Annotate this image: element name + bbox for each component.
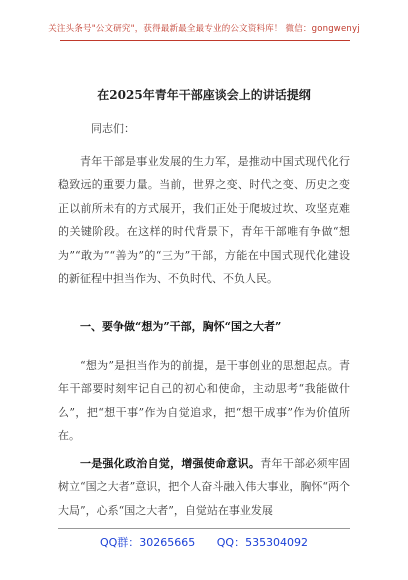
footer-qq-group: QQ群：30265665 <box>99 536 196 549</box>
paragraph-intro: 青年干部是事业发展的生力军，是推动中国式现代化行稳致远的重要力量。当前，世界之变、时代之变、历史之变正以前所未有的方式展开，我们正处于爬坡过坎、攻坚克难的关键阶段。在这样的时代背景下，青年干部唯有争做“想为”“敢为”“善为”的“三为”干部，方能在中国式现代化建设的新征程中担当作为、不负时代、不负人民。 <box>58 155 350 286</box>
section-heading: 一、要争做“想为”干部，胸怀“国之大者” <box>80 320 282 333</box>
paragraph-point-one <box>58 452 350 522</box>
point-text: 青年干部必须牢固树立“国之大者”意识，把个人奋斗融入伟大事业，胸怀“两个大局”，心系“国之大者”，自觉站在事业发展 <box>58 457 351 517</box>
document-title: 在2025年青年干部座谈会上的讲话提纲 <box>97 88 311 102</box>
header-notice: 关注头条号"公文研究"，获得最新最全最专业的公文资料库！ 微信：gongwenyj <box>48 24 360 34</box>
footer-divider <box>58 528 350 529</box>
salutation: 同志们： <box>91 122 135 135</box>
footer-contact <box>0 534 408 550</box>
paragraph-xiangwei: “想为”是担当作为的前提，是干事创业的思想起点。青年干部要时刻牢记自己的初心和使命，主动思考“我能做什么”，把“想干事”作为自觉追求，把“想干成事”作为价值所在。 <box>58 359 350 443</box>
point-lead: 一是强化政治自觉，增强使命意识。 <box>80 457 261 470</box>
footer-qq: QQ：535304092 <box>216 536 309 549</box>
header-divider <box>60 40 350 41</box>
